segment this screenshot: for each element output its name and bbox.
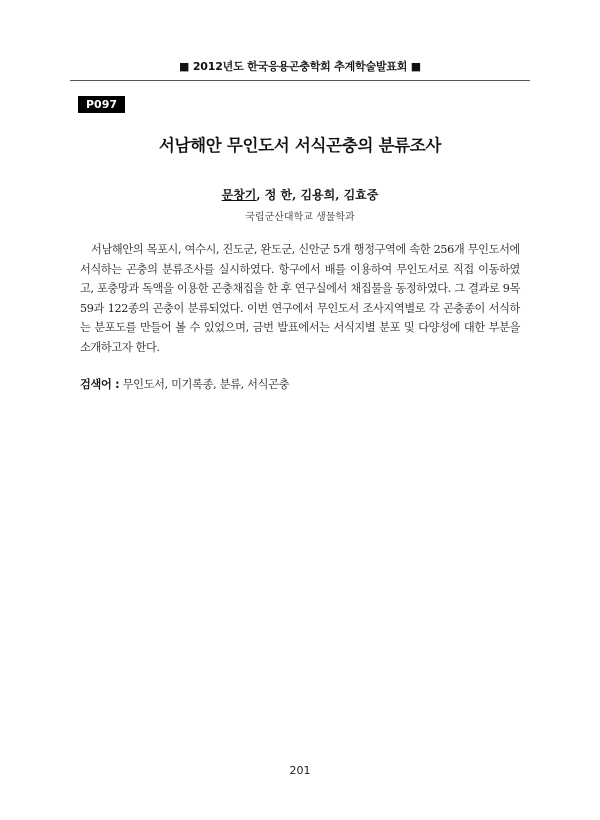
header-divider <box>70 80 530 81</box>
proceedings-header: ■ 2012년도 한국응용곤충학회 추계학술발표회 ■ <box>179 60 421 73</box>
abstract-body: 서남해안의 목포시, 여수시, 진도군, 완도군, 신안군 5개 행정구역에 속한 256개 무인도서에 서식하는 곤충의 분류조사를 실시하였다. 항구에서 배를 이용하여 무인도서로 직접 이동하였고, 포충망과 독액을 이용한 곤충채집을 한 후 연구실에서 채집물을 동정하였다. 그 결과로 9목 59과 122종의 곤충이 분류되었다. 이번 연구에서 무인도서 조사지역별로 각 곤충종이 서식하는 분포도를 만들어 볼 수 있었으며, 금번 발표에서는 서식지별 분포 및 다양성에 대한 부분을 소개하고자 한다. <box>80 243 520 354</box>
keywords-line <box>80 376 520 392</box>
author-affiliation: 국립군산대학교 생물학과 <box>245 212 355 223</box>
presenting-author: 문창기 <box>221 188 257 202</box>
paper-code-badge: P097 <box>78 96 125 113</box>
co-authors: , 정 한, 김용희, 김효중 <box>256 188 379 202</box>
paper-title: 서남해안 무인도서 서식곤충의 분류조사 <box>158 136 442 155</box>
keywords-values: 무인도서, 미기록종, 분류, 서식곤충 <box>122 378 290 391</box>
page-number: 201 <box>289 764 311 777</box>
keywords-label: 검색어 : <box>80 378 120 391</box>
author-list <box>70 186 530 203</box>
